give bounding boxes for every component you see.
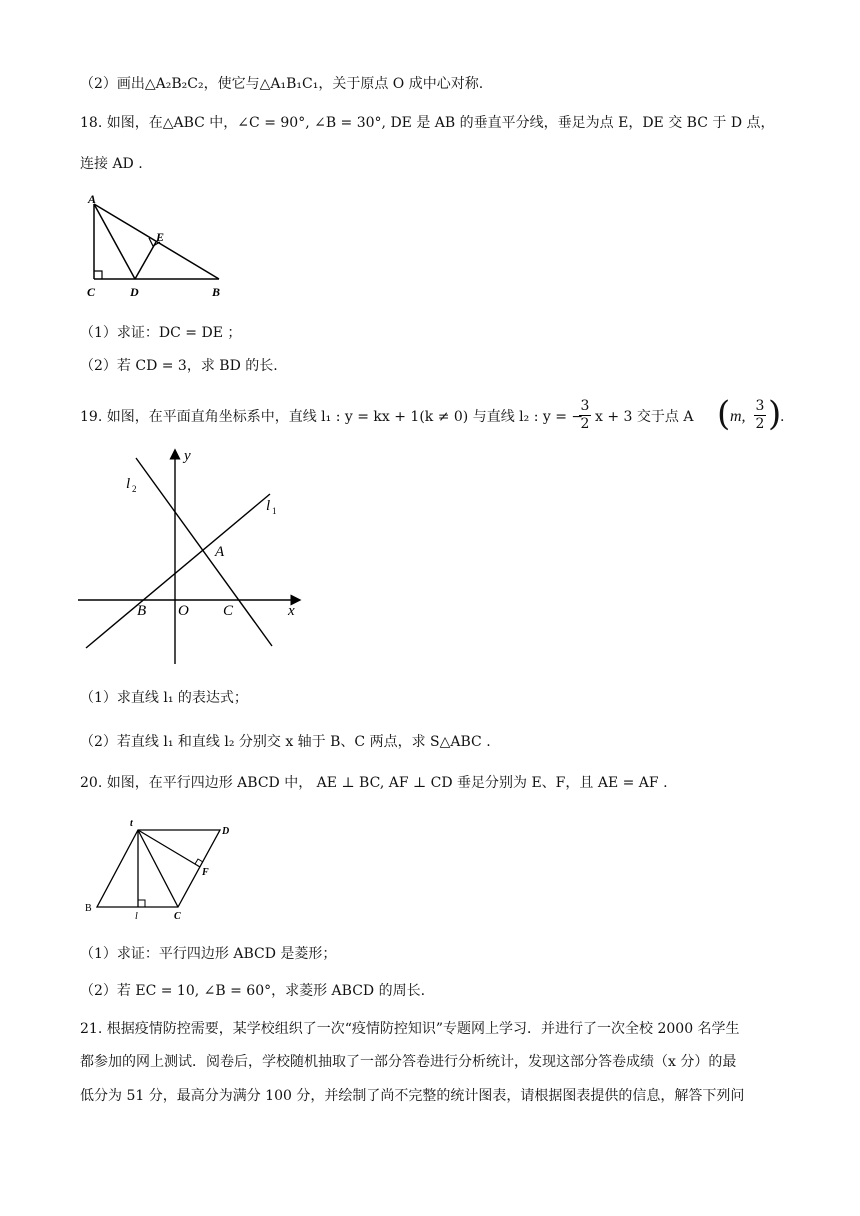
q20-part2: （2）若 EC = 10, ∠B = 60°，求菱形 ABCD 的周长.	[80, 983, 426, 999]
label-C: C	[87, 285, 96, 299]
q19-text-a: 19. 如图，在平面直角坐标系中，直线 l₁ : y = kx + 1(k ≠ 0) 与直线 l₂ : y = −	[80, 409, 584, 425]
label-F: F	[202, 867, 209, 878]
q19-part1: （1）求直线 l₁ 的表达式；	[80, 690, 248, 706]
label-B: B	[137, 603, 147, 619]
label-C: C	[174, 911, 181, 920]
label-l2-sub: 2	[132, 484, 137, 494]
q19-period: .	[780, 409, 785, 425]
q19-statement-line1: 19. 如图，在平面直角坐标系中，直线 l₁ : y = kx + 1(k ≠ 0) 与直线 l₂ : y = − $\frac{3}{2}$ x + 3 交于点 A ( m, $\frac{3}{2}$ ) .	[80, 394, 785, 434]
q18-part2: （2）若 CD = 3，求 BD 的长.	[80, 358, 278, 374]
label-E: E	[156, 230, 165, 244]
right-angle-E	[138, 900, 145, 907]
label-D: D	[130, 285, 139, 299]
point-fraction	[754, 398, 766, 433]
segment-AD	[94, 204, 135, 279]
q21-line1: 21. 根据疫情防控需要，某学校组织了一次“疫情防控知识”专题网上学习．并进行了一次全校 2000 名学生	[80, 1021, 740, 1037]
label-B: B	[85, 903, 92, 914]
segment-DE	[135, 242, 156, 279]
q20-statement-line1: 20. 如图，在平行四边形 ABCD 中， AE ⊥ BC, AF ⊥ CD 垂足分别为 E、F，且 AE = AF .	[80, 775, 668, 791]
q18-triangle-figure	[80, 192, 240, 304]
label-l2: l	[126, 476, 131, 492]
line-l2	[136, 458, 272, 646]
label-D: D	[222, 826, 230, 837]
label-O: O	[178, 603, 189, 619]
q18-part1: （1）求证：DC = DE ；	[80, 325, 242, 341]
label-E: l	[135, 911, 138, 920]
label-A: A	[215, 544, 225, 560]
q19-text-b: x + 3 交于点 A	[595, 409, 694, 425]
q18-statement-line2: 连接 AD .	[80, 156, 143, 172]
point-m: m,	[730, 408, 746, 425]
label-l1-sub: 1	[272, 506, 277, 516]
fraction-numerator: 3	[580, 398, 590, 414]
q19-fraction	[579, 398, 591, 433]
q19-coordinate-figure	[74, 448, 314, 666]
q20-part1: （1）求证：平行四边形 ABCD 是菱形；	[80, 946, 337, 962]
fraction-denominator: 2	[580, 416, 590, 432]
label-l1: l	[266, 498, 271, 514]
point-frac-den: 2	[755, 416, 765, 432]
label-B: B	[212, 285, 221, 299]
q19-part2: （2）若直线 l₁ 和直线 l₂ 分别交 x 轴于 B、C 两点，求 S△ABC .	[80, 734, 491, 750]
q20-rhombus-figure	[80, 812, 240, 920]
point-frac-num: 3	[755, 398, 765, 414]
label-y: y	[184, 448, 191, 464]
right-angle-C	[94, 271, 102, 279]
label-C: C	[223, 603, 234, 619]
q17-part2-text: （2）画出△A₂B₂C₂，使它与△A₁B₁C₁，关于原点 O 成中心对称.	[80, 76, 484, 92]
q18-statement-line1: 18. 如图，在△ABC 中，∠C = 90°, ∠B = 30°, DE 是 AB 的垂直平分线，垂足为点 E，DE 交 BC 于 D 点，	[80, 115, 775, 131]
label-x: x	[288, 603, 295, 619]
label-A: A	[88, 192, 97, 206]
q21-line3: 低分为 51 分，最高分为满分 100 分，并绘制了尚不完整的统计图表，请根据图表提供的信息，解答下列问	[80, 1088, 745, 1104]
q21-line2: 都参加的网上测试．阅卷后，学校随机抽取了一部分答卷进行分析统计，发现这部分答卷成绩（x 分）的最	[80, 1054, 737, 1070]
label-A: t	[130, 818, 133, 829]
